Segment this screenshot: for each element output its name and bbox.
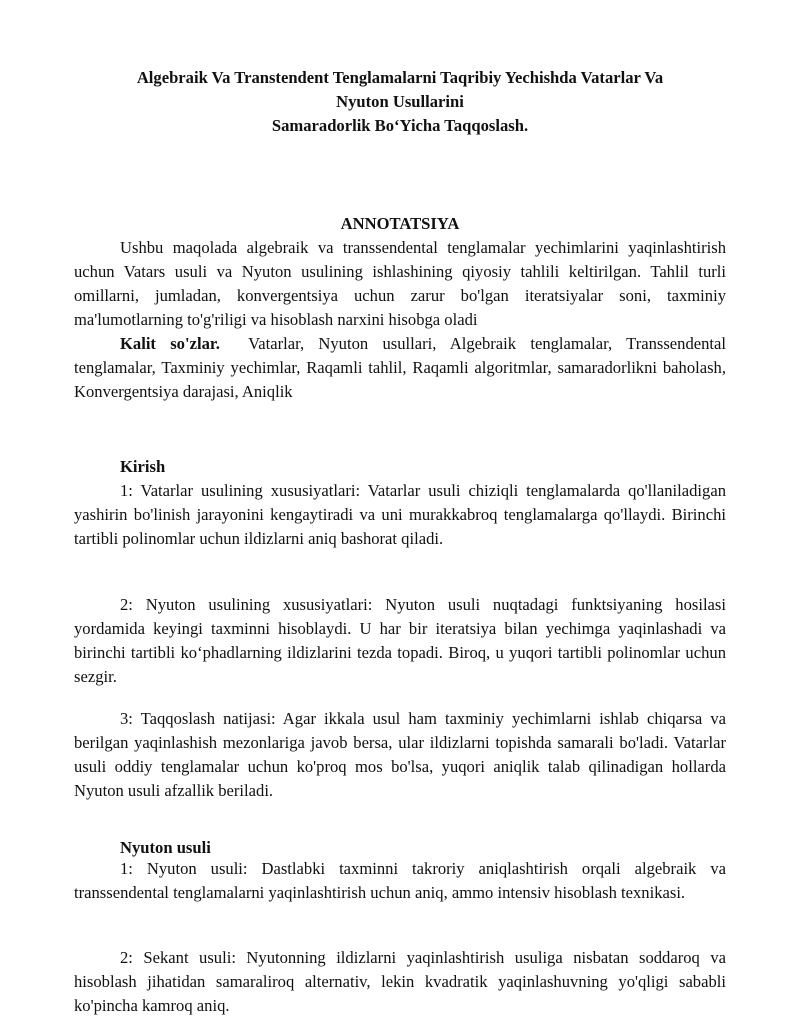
newton-paragraph-2: 2: Sekant usuli: Nyutonning ildizlarni yaqinlashtirish usuliga nisbatan soddaroq va hisoblash jihatidan samaraliroq alternativ, lekin kvadratik yaqinlashuvning yo'qligi sababli ko'pincha kamroq aniq.	[74, 948, 726, 1015]
keywords-paragraph	[74, 332, 726, 404]
intro-heading: Kirish	[120, 457, 166, 476]
title-line-2: Nyuton Usullarini	[336, 92, 464, 111]
abstract-text: Ushbu maqolada algebraik va transsendental tenglamalar yechimlarini yaqinlashtirish uchun Vatars usuli va Nyuton usulining ishlashining qiyosiy tahlili keltirilgan. Tahlil turli omillarni, jumladan, konvergentsiya uchun zarur bo'lgan iteratsiyalar soni, taxminiy ma'lumotlarning to'g'riligi va hisoblash narxini hisobga oladi	[74, 238, 726, 329]
intro-paragraph-1: 1: Vatarlar usulining xususiyatlari: Vatarlar usuli chiziqli tenglamalarda qo'llaniladigan yashirin bo'linish jarayonini kengaytiradi va uni murakkabroq tenglamalarga qo'llaydi. Birinchi tartibli polinomlar uchun ildizlarni aniq bashorat qiladi.	[74, 481, 726, 548]
abstract-heading: ANNOTATSIYA	[340, 214, 460, 233]
title-line-1: Algebraik Va Transtendent Tenglamalarni Taqribiy Yechishda Vatarlar Va	[136, 68, 664, 87]
intro-paragraph-2: 2: Nyuton usulining xususiyatlari: Nyuton usuli nuqtadagi funktsiyaning hosilasi yordamida keyingi taxminni hisoblaydi. U har bir iteratsiya bilan yechimga yaqinlashadi va birinchi tartibli ko‘phadlarning ildizlarini tezda topadi. Biroq, u yuqori tartibli polinomlar uchun sezgir.	[74, 595, 726, 686]
paper-title	[74, 66, 726, 138]
intro-paragraph-3: 3: Taqqoslash natijasi: Agar ikkala usul ham taxminiy yechimlarni ishlab chiqarsa va berilgan yaqinlashish mezonlariga javob bersa, ular ildizlarni topishda samarali bo'ladi. Vatarlar usuli oddiy tenglamalar uchun ko'proq mos bo'lsa, yuqori aniqlik talab qilinadigan hollarda Nyuton usuli afzallik beriladi.	[74, 709, 726, 800]
keywords-text: Vatarlar, Nyuton usullari, Algebraik tenglamalar, Transsendental tenglamalar, Taxminiy yechimlar, Raqamli tahlil, Raqamli algoritmlar, samaradorlikni baholash, Konvergentsiya darajasi, Aniqlik	[74, 334, 726, 401]
keywords-label: Kalit so'zlar.	[120, 334, 220, 353]
title-line-3: Samaradorlik Bo‘Yicha Taqqoslash.	[271, 116, 529, 135]
newton-heading: Nyuton usuli	[120, 838, 211, 857]
newton-paragraph-1: 1: Nyuton usuli: Dastlabki taxminni takroriy aniqlashtirish orqali algebraik va transsendental tenglamalarni yaqinlashtirish uchun aniq, ammo intensiv hisoblash texnikasi.	[74, 859, 726, 902]
